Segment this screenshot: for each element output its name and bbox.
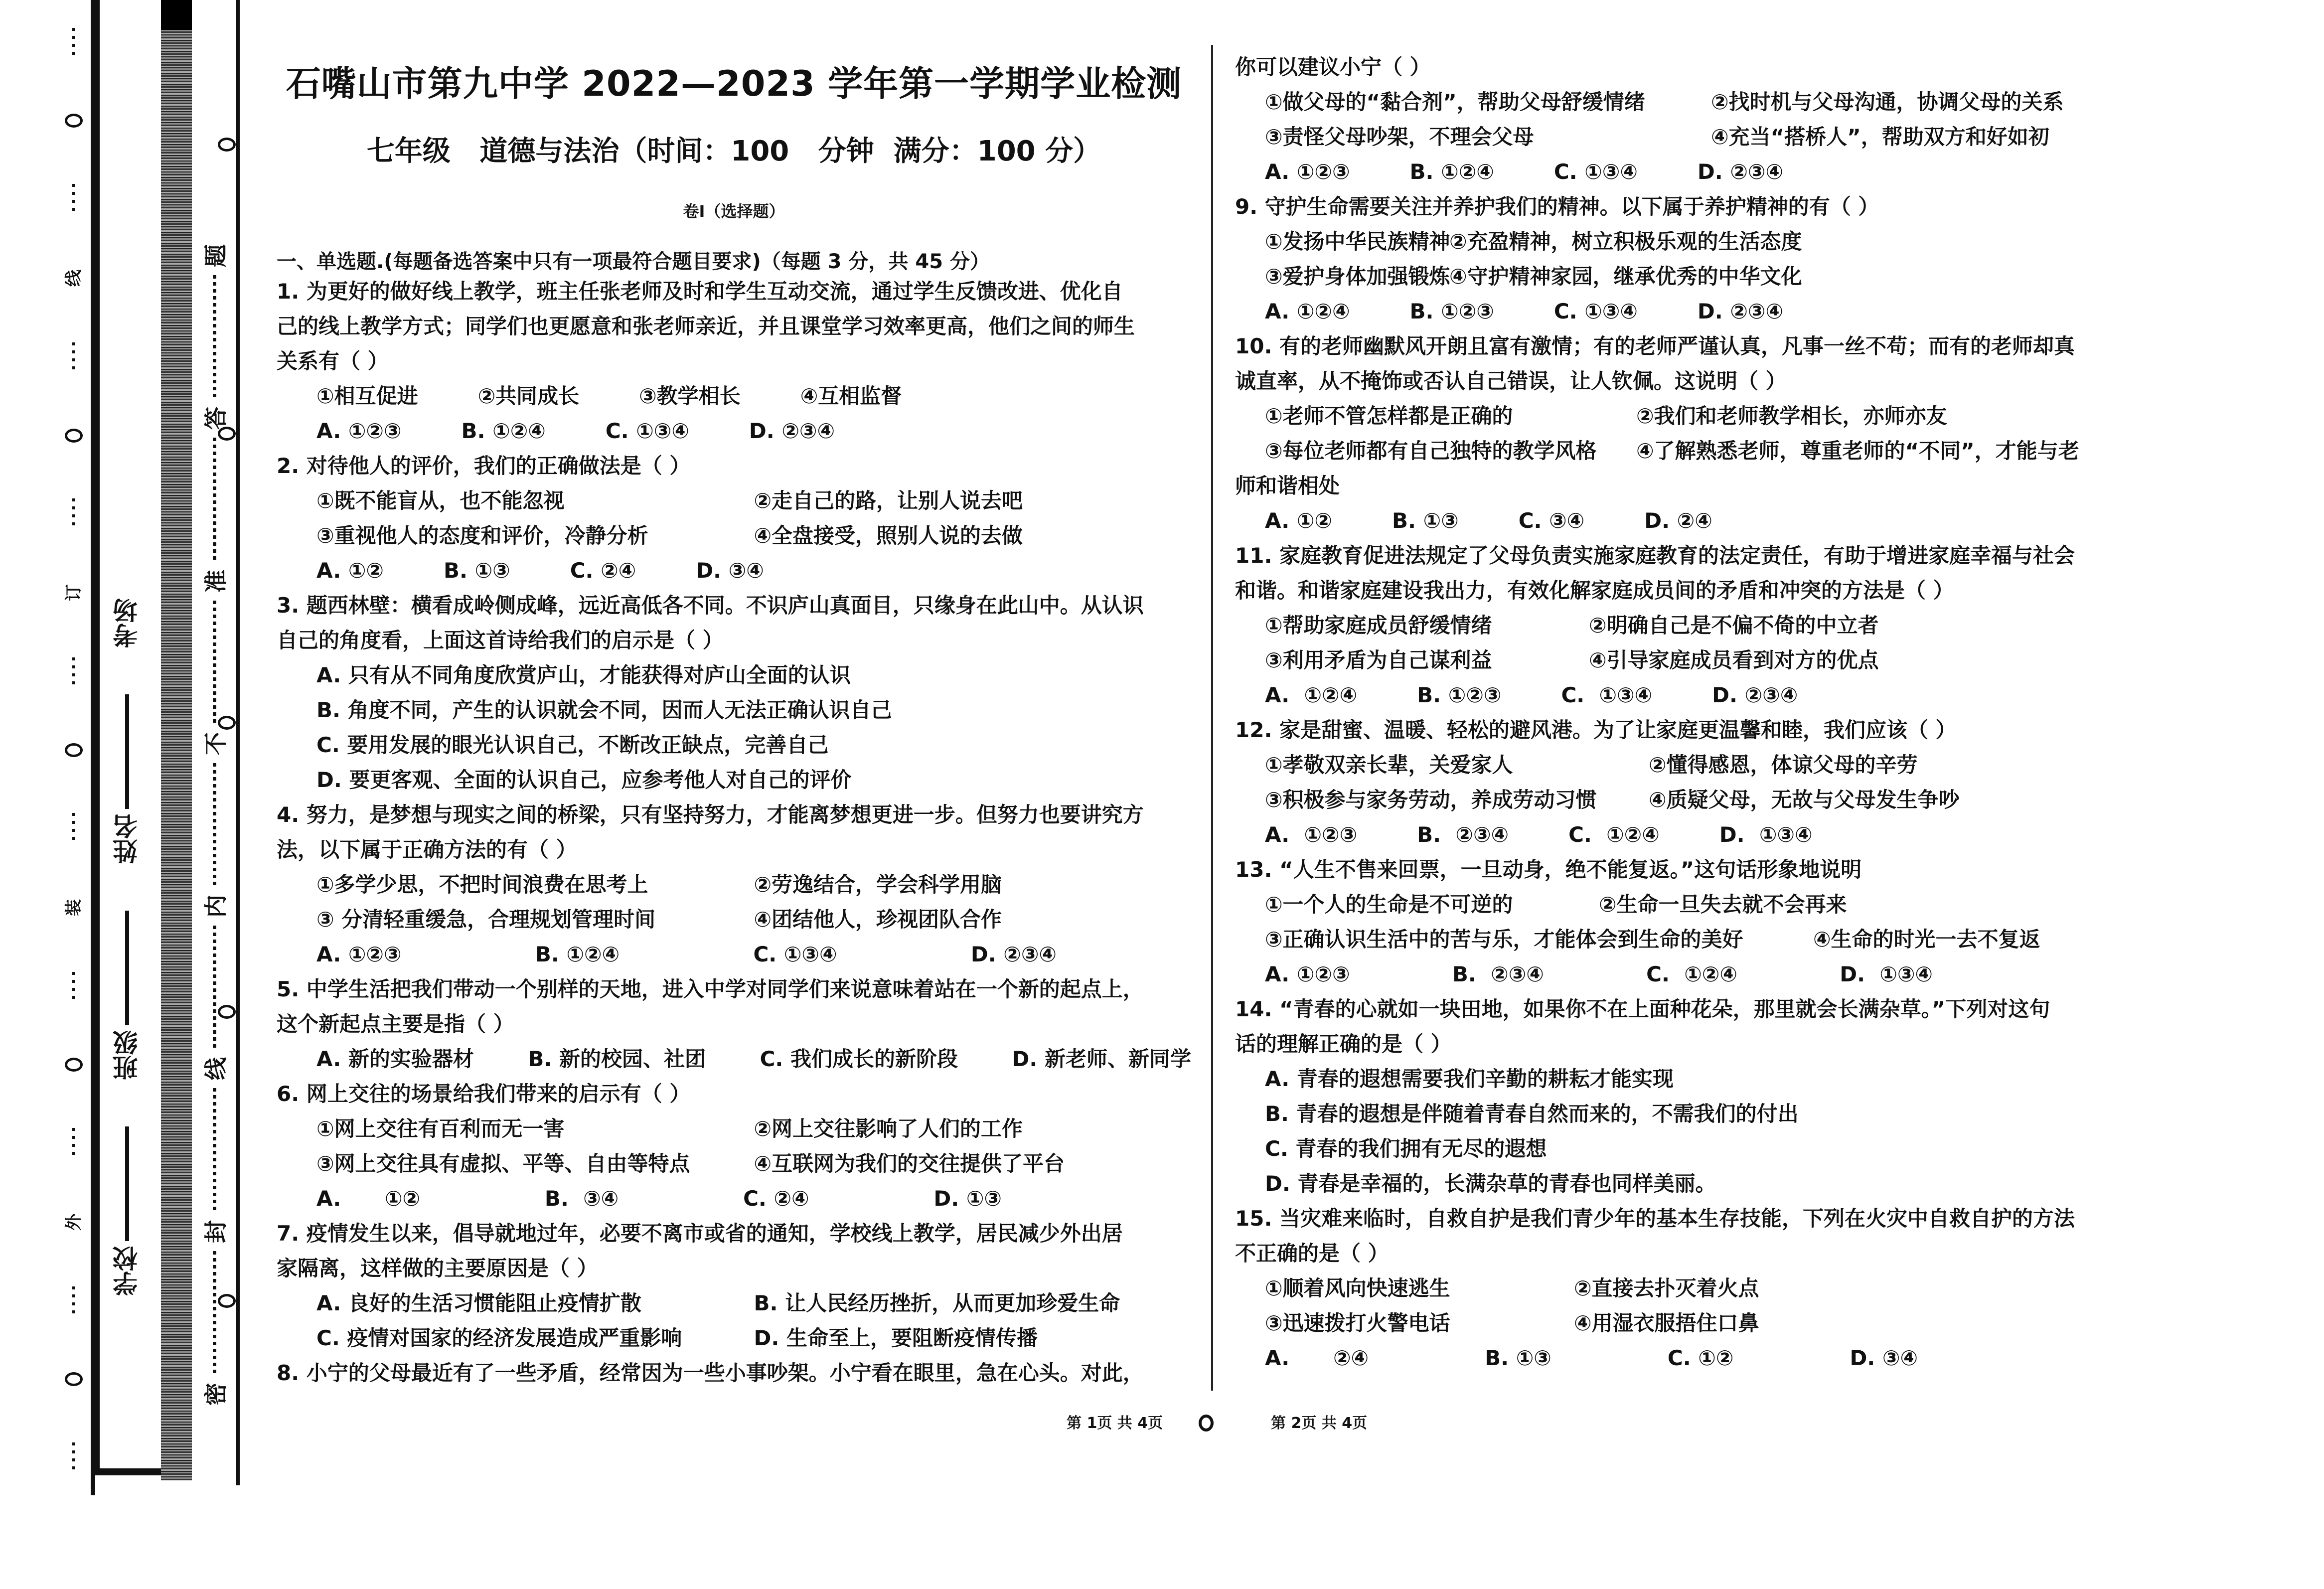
statement: ②我们和老师教学相长，亦师亦友 — [1636, 404, 1947, 428]
statement: ③责怪父母吵架，不理会父母 — [1265, 125, 1534, 149]
choice-list — [1235, 155, 2157, 189]
seal-char: 线 — [202, 1057, 229, 1081]
choice-b[interactable]: B. ①②④ — [1409, 159, 1494, 184]
margin-rule — [236, 0, 240, 1485]
statement-list — [1235, 1271, 2157, 1341]
choice-list — [1235, 678, 2157, 713]
statement: ①老师不管怎样都是正确的 — [1265, 404, 1513, 428]
statement: ③教学相长 — [639, 384, 741, 408]
statement-continuation: 师和谐相处 — [1235, 474, 1340, 498]
statement: ①顺着风向快速逃生 — [1265, 1276, 1450, 1300]
section-heading: 一、单选题.(每题备选答案中只有一项最符合题目要求)（每题 3 分，共 45 分） — [277, 250, 990, 273]
choice-c[interactable]: C. 我们成长的新阶段 — [760, 1047, 958, 1071]
question-11 — [1235, 538, 2157, 713]
choice-d[interactable]: D. ②③④ — [749, 419, 835, 443]
binding-hole-icon — [218, 1005, 236, 1019]
choice-d[interactable]: D. ③④ — [1850, 1346, 1918, 1370]
statement: ②走自己的路，让别人说去吧 — [754, 488, 1023, 513]
statement-list — [277, 1112, 1191, 1181]
statement: ③利用矛盾为自己谋利益 — [1265, 648, 1492, 672]
question-10 — [1235, 329, 2157, 538]
question-stem: 3. 题西林壁：横看成岭侧成峰，远近高低各不同。不识庐山真面目，只缘身在此山中。从认识 — [277, 593, 1144, 618]
statement: ③正确认识生活中的苦与乐，才能体会到生命的美好 — [1265, 927, 1743, 952]
statement: ④互相监督 — [800, 384, 902, 408]
statement: ④质疑父母，无故与父母发生争吵 — [1649, 788, 1960, 812]
choice-d[interactable]: D. ③④ — [696, 558, 764, 583]
exam-room-label: 考场 — [113, 598, 142, 648]
question-13 — [1235, 852, 2157, 992]
question-14 — [1235, 992, 2157, 1201]
exam-page-1 — [277, 0, 1191, 1391]
school-label: 学校 — [113, 1246, 142, 1296]
question-stem: 不正确的是（ ） — [1235, 1241, 1389, 1266]
binding-dots — [72, 972, 75, 1002]
exam-title: 石嘴山市第九中学 2022—2023 学年第一学期学业检测 — [286, 63, 1182, 104]
seal-char: 封 — [202, 1220, 229, 1243]
seal-char: 内 — [202, 895, 229, 918]
choice-c[interactable]: C. ①②④ — [1568, 822, 1660, 847]
binding-dots — [72, 657, 75, 687]
statement: ②充盈精神，树立积极乐观的生活态度 — [1449, 229, 1802, 254]
binding-line-outer — [64, 0, 84, 1500]
question-stem: 法，以下属于正确方法的有（ ） — [277, 837, 577, 862]
name-input-line[interactable] — [125, 694, 129, 809]
choice-c[interactable]: C. ①③④ — [605, 419, 689, 443]
name-field[interactable] — [109, 694, 145, 864]
statement: ②生命一旦失去就不会再来 — [1599, 892, 1847, 917]
statement-list — [277, 379, 1191, 414]
question-1 — [277, 274, 1191, 449]
question-stem: 自己的角度看，上面这首诗给我们的启示是（ ） — [277, 628, 724, 652]
question-stem: 己的线上教学方式；同学们也更愿意和张老师亲近，并且课堂学习效率更高，他们之间的师生 — [277, 314, 1135, 338]
statement-list — [1235, 399, 2157, 469]
binding-hole-icon — [218, 1294, 236, 1308]
statement-list — [1235, 224, 2157, 294]
choice-d[interactable]: D. ②④ — [1644, 508, 1712, 533]
choice-d[interactable]: D. ②③④ — [970, 942, 1057, 966]
choice-c[interactable]: C. ①② — [1667, 1346, 1734, 1370]
statement: ③迅速拨打火警电话 — [1265, 1311, 1450, 1335]
choice-c[interactable]: C. ①②④ — [1646, 962, 1737, 986]
choice-list — [1235, 1062, 2157, 1201]
question-stem: 12. 家是甜蜜、温暖、轻松的避风港。为了让家庭更温馨和睦，我们应该（ ） — [1235, 718, 1957, 742]
choice-a[interactable]: A. ①②④ — [1265, 683, 1358, 707]
seal-char: 题 — [202, 244, 229, 267]
class-field[interactable] — [109, 911, 145, 1080]
class-label: 班级 — [113, 1030, 142, 1080]
choice-list — [277, 937, 1191, 972]
statement: ④生命的时光一去不复返 — [1813, 927, 2040, 952]
binding-char: 外 — [64, 1213, 84, 1231]
statement: ①多学少思，不把时间浪费在思考上 — [316, 872, 648, 897]
question-stem: 15. 当灾难来临时，自救自护是我们青少年的基本生存技能，下列在火灾中自救自护的方法 — [1235, 1206, 2075, 1231]
choice-b[interactable]: B. ②③④ — [1452, 962, 1544, 986]
question-9 — [1235, 189, 2157, 329]
question-stem: 诚直率，从不掩饰或否认自己错误，让人钦佩。这说明（ ） — [1235, 369, 1787, 393]
student-info-fields — [100, 598, 155, 1296]
binding-dots — [72, 813, 75, 843]
binding-hole-icon — [65, 114, 83, 128]
question-stem: 11. 家庭教育促进法规定了父母负责实施家庭教育的法定责任，有助于增进家庭幸福与社会 — [1235, 543, 2075, 568]
choice-list — [1235, 817, 2157, 852]
seal-char: 答 — [202, 407, 229, 430]
question-stem: 6. 网上交往的场景给我们带来的启示有（ ） — [277, 1082, 691, 1106]
choice-d[interactable]: D. 青春是幸福的，长满杂草的青春也同样美丽。 — [1265, 1171, 1716, 1196]
question-7 — [277, 1216, 1191, 1356]
choice-a[interactable]: A. ①②③ — [316, 942, 402, 966]
school-field[interactable] — [109, 1126, 145, 1296]
question-stem: 4. 努力，是梦想与现实之间的桥梁，只有坚持努力，才能离梦想更进一步。但努力也要讲究方 — [277, 802, 1144, 827]
binding-dots — [72, 28, 75, 58]
choice-a[interactable]: A. 只有从不同角度欣赏庐山，才能获得对庐山全面的认识 — [316, 663, 851, 687]
statement: ④全盘接受，照别人说的去做 — [754, 523, 1023, 548]
binding-char: 装 — [64, 899, 84, 916]
choice-a[interactable]: A. ①② — [1265, 508, 1332, 533]
choice-b[interactable]: B. ①③ — [1485, 1346, 1551, 1370]
question-stem: 关系有（ ） — [277, 349, 389, 373]
choice-a[interactable]: A. ①②③ — [1265, 962, 1350, 986]
choice-list — [1235, 503, 2157, 538]
choice-b[interactable]: B. ②③④ — [1417, 822, 1509, 847]
choice-d[interactable]: D. 生命至上，要阻断疫情传播 — [754, 1326, 1038, 1350]
question-stem: 8. 小宁的父母最近有了一些矛盾，经常因为一些小事吵架。小宁看在眼里，急在心头。对此， — [277, 1361, 1144, 1385]
statement: ④用湿衣服捂住口鼻 — [1574, 1311, 1759, 1335]
choice-d[interactable]: D. ②③④ — [1697, 299, 1784, 323]
choice-list — [277, 1042, 1191, 1077]
choice-list — [277, 1286, 1191, 1356]
choice-list — [277, 553, 1191, 588]
choice-b[interactable]: B. 让人民经历挫折，从而更加珍爱生命 — [754, 1291, 1120, 1315]
choice-c[interactable]: C. ①③④ — [1561, 683, 1653, 707]
binding-dots — [72, 1442, 75, 1472]
exam-page-2 — [1235, 50, 2157, 1376]
statement: ②直接去扑灭着火点 — [1574, 1276, 1759, 1300]
statement: ③每位老师都有自己独特的教学风格 — [1265, 439, 1597, 463]
binding-hole-icon — [65, 429, 83, 443]
statement: ②找时机与父母沟通，协调父母的关系 — [1711, 90, 2064, 114]
statement: ①一个人的生命是不可逆的 — [1265, 892, 1513, 917]
binding-hole-icon — [218, 138, 236, 152]
name-label: 姓名 — [113, 814, 142, 864]
choice-d[interactable]: D. 新老师、新同学 — [1012, 1047, 1191, 1071]
statement: ①孝敬双亲长辈，关爱家人 — [1265, 753, 1513, 777]
question-6 — [277, 1077, 1191, 1216]
binding-dots — [72, 342, 75, 372]
statement: ④互联网为我们的交往提供了平台 — [754, 1151, 1065, 1176]
question-3 — [277, 588, 1191, 797]
question-12 — [1235, 713, 2157, 852]
binding-dots — [72, 1286, 75, 1316]
statement: ④了解熟悉老师，尊重老师的“不同”，才能与老 — [1636, 439, 2079, 463]
statement: ①做父母的“黏合剂”，帮助父母舒缓情绪 — [1265, 90, 1645, 114]
paper-part-label: 卷Ⅰ（选择题） — [683, 202, 785, 221]
choice-b[interactable]: B. 角度不同，产生的认识就会不同，因而人无法正确认识自己 — [316, 698, 892, 722]
choice-c[interactable]: C. ①③④ — [753, 942, 837, 966]
choice-b[interactable]: B. 新的校园、社团 — [528, 1047, 706, 1071]
statement: ④充当“搭桥人”，帮助双方和好如初 — [1711, 125, 2049, 149]
binding-hole-icon — [65, 1372, 83, 1386]
statement: ③爱护身体加强锻炼 — [1265, 264, 1450, 289]
choice-list — [277, 658, 1191, 797]
choice-c[interactable]: C. 要用发展的眼光认识自己，不断改正缺点，完善自己 — [316, 733, 829, 757]
question-stem: 1. 为更好的做好线上教学，班主任张老师及时和学生互动交流，通过学生反馈改进、优化自 — [277, 279, 1123, 304]
binding-dots — [72, 184, 75, 214]
binding-dots — [72, 498, 75, 528]
question-stem: 你可以建议小宁（ ） — [1235, 55, 1431, 79]
statement: ③积极参与家务劳动，养成劳动习惯 — [1265, 788, 1597, 812]
seal-char: 不 — [202, 732, 229, 755]
question-15 — [1235, 1201, 2157, 1376]
choice-c[interactable]: C. ③④ — [1518, 508, 1585, 533]
choice-d[interactable]: D. 要更客观、全面的认识自己，应参考他人对自己的评价 — [316, 768, 852, 792]
choice-list — [1235, 957, 2157, 992]
statement: ③重视他人的态度和评价，冷静分析 — [316, 523, 648, 548]
question-stem: 10. 有的老师幽默风开朗且富有激情；有的老师严谨认真，凡事一丝不苟；而有的老师却真 — [1235, 334, 2075, 358]
statement-list — [277, 867, 1191, 937]
choice-b[interactable]: B. ①③ — [443, 558, 510, 583]
statement: ①帮助家庭成员舒缓情绪 — [1265, 613, 1492, 637]
choice-list — [1235, 1341, 2157, 1376]
binding-hole-icon — [65, 1058, 83, 1072]
choice-a[interactable]: A. ①②③ — [1265, 159, 1350, 184]
choice-d[interactable]: D. ①③④ — [1719, 822, 1813, 847]
choice-list — [277, 1181, 1191, 1216]
choice-a[interactable]: A. ①②④ — [1265, 299, 1350, 323]
choice-b[interactable]: B. ①②③ — [1417, 683, 1502, 707]
question-stem: 5. 中学生活把我们带动一个别样的天地，进入中学对同学们来说意味着站在一个新的起点上， — [277, 977, 1144, 1001]
choice-a[interactable]: A. ①② — [316, 1186, 421, 1211]
statement-list — [1235, 608, 2157, 678]
exam-room-field[interactable] — [109, 598, 145, 648]
binding-dots — [72, 1128, 75, 1158]
statement: ②明确自己是不偏不倚的中立者 — [1589, 613, 1879, 637]
binding-hole-icon — [65, 743, 83, 757]
statement: ①网上交往有百利而无一害 — [316, 1116, 565, 1141]
question-8-part-2 — [1235, 50, 2157, 189]
choice-d[interactable]: D. ②③④ — [1697, 159, 1784, 184]
choice-c[interactable]: C. 青春的我们拥有无尽的遐想 — [1265, 1136, 1547, 1161]
question-stem: 和谐。和谐家庭建设我出力，有效化解家庭成员间的矛盾和冲突的方法是（ ） — [1235, 578, 1954, 603]
choice-d[interactable]: D. ①③ — [933, 1186, 1002, 1211]
choice-a[interactable]: A. ①②③ — [316, 419, 402, 443]
choice-d[interactable]: D. ①③④ — [1840, 962, 1933, 986]
choice-list — [1235, 294, 2157, 329]
statement: ①既不能盲从，也不能忽视 — [316, 488, 565, 513]
question-stem: 2. 对待他人的评价，我们的正确做法是（ ） — [277, 454, 691, 478]
seal-strip-top — [161, 0, 192, 30]
binding-hole-icon — [1199, 1415, 1214, 1431]
choice-c[interactable]: C. ②④ — [570, 558, 636, 583]
page-number-right: 第 2页 共 4页 — [1271, 1415, 1368, 1432]
choice-b[interactable]: B. ①②④ — [535, 942, 620, 966]
statement-list — [1235, 85, 2157, 155]
choice-c[interactable]: C. ①③④ — [1553, 299, 1638, 323]
statement: ②共同成长 — [477, 384, 580, 408]
question-stem: 这个新起点主要是指（ ） — [277, 1012, 514, 1036]
question-stem: 7. 疫情发生以来，倡导就地过年，必要不离市或省的通知，学校线上教学，居民减少外出居 — [277, 1221, 1123, 1246]
choice-b[interactable]: B. ③④ — [544, 1186, 619, 1211]
binding-line-inner — [214, 0, 239, 1445]
seal-char: 密 — [202, 1382, 229, 1406]
question-2 — [277, 449, 1191, 588]
statement-list — [1235, 887, 2157, 957]
school-input-line[interactable] — [125, 1126, 129, 1241]
seal-char: 准 — [202, 569, 229, 593]
choice-b[interactable]: B. ①②③ — [1409, 299, 1494, 323]
statement-list — [1235, 748, 2157, 817]
statement: ②懂得感恩，体谅父母的辛劳 — [1649, 753, 1918, 777]
column-divider — [1211, 45, 1213, 1391]
statement: ①发扬中华民族精神 — [1265, 229, 1450, 254]
binding-char: 线 — [64, 270, 84, 287]
binding-char: 订 — [64, 584, 84, 602]
statement: ③网上交往具有虚拟、平等、自由等特点 — [316, 1151, 690, 1176]
question-stem: 家隔离，这样做的主要原因是（ ） — [277, 1256, 598, 1280]
statement: ④引导家庭成员看到对方的优点 — [1589, 648, 1879, 672]
question-stem: 9. 守护生命需要关注并养护我们的精神。以下属于养护精神的有（ ） — [1235, 194, 1879, 219]
choice-a[interactable]: A. ①②③ — [1265, 822, 1358, 847]
choice-a[interactable]: A. 青春的遐想需要我们辛勤的耕耘才能实现 — [1265, 1067, 1674, 1091]
statement: ④守护精神家园，继承优秀的中华文化 — [1449, 264, 1802, 289]
question-stem: 话的理解正确的是（ ） — [1235, 1032, 1452, 1056]
question-4 — [277, 797, 1191, 972]
exam-subtitle: 七年级 道德与法治（时间：100 分钟 满分：100 分） — [366, 135, 1101, 167]
question-5 — [277, 972, 1191, 1077]
statement: ③ 分清轻重缓急，合理规划管理时间 — [316, 907, 656, 932]
statement: ①相互促进 — [316, 384, 418, 408]
seal-strip — [161, 0, 192, 1480]
statement: ④团结他人，珍视团队合作 — [754, 907, 1002, 932]
class-input-line[interactable] — [125, 911, 129, 1025]
choice-a[interactable]: A. ①② — [316, 558, 384, 583]
choice-a[interactable]: A. 新的实验器材 — [316, 1047, 474, 1071]
binding-hole-icon — [218, 427, 236, 441]
choice-c[interactable]: C. ①③④ — [1553, 159, 1638, 184]
choice-list — [277, 414, 1191, 449]
choice-c[interactable]: C. ②④ — [743, 1186, 809, 1211]
choice-c[interactable]: C. 疫情对国家的经济发展造成严重影响 — [316, 1326, 682, 1350]
question-stem: 14. “青春的心就如一块田地，如果你不在上面种花朵，那里就会长满杂草。”下列对这句 — [1235, 997, 2050, 1021]
page-number-left: 第 1页 共 4页 — [1067, 1415, 1163, 1432]
statement: ②网上交往影响了人们的工作 — [754, 1116, 1023, 1141]
binding-hole-icon — [218, 716, 236, 730]
choice-b[interactable]: B. ①③ — [1392, 508, 1459, 533]
statement: ②劳逸结合，学会科学用脑 — [754, 872, 1002, 897]
choice-d[interactable]: D. ②③④ — [1712, 683, 1798, 707]
question-stem: 13. “人生不售来回票，一旦动身，绝不能复返。”这句话形象地说明 — [1235, 857, 1862, 882]
choice-b[interactable]: B. 青春的遐想是伴随着青春自然而来的，不需我们的付出 — [1265, 1102, 1799, 1126]
statement-list — [277, 483, 1191, 553]
choice-b[interactable]: B. ①②④ — [461, 419, 546, 443]
choice-a[interactable]: A. 良好的生活习惯能阻止疫情扩散 — [316, 1291, 641, 1315]
choice-a[interactable]: A. ②④ — [1265, 1346, 1369, 1370]
question-8-part-1 — [277, 1356, 1191, 1391]
